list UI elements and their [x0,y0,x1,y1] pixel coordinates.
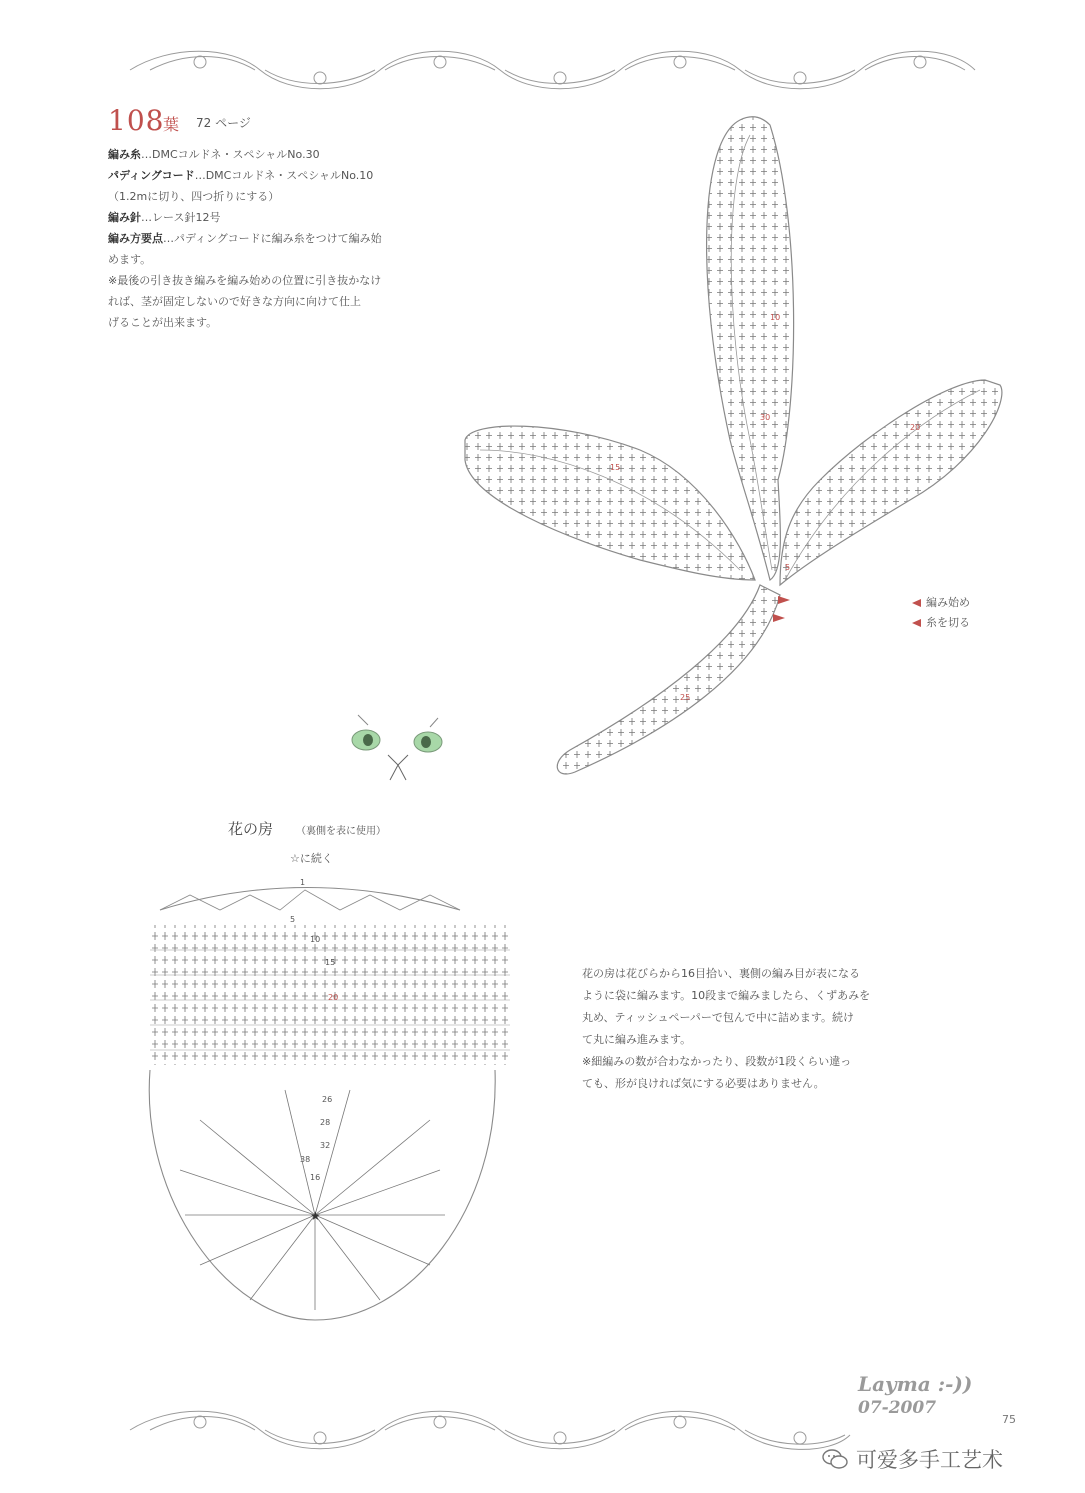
paragraph-line: ように袋に編みます。10段まで編みましたら、くずあみを [582,989,871,1002]
leaf-stitch-diagram [440,100,1040,800]
cluster-row-label: 5 [290,915,296,924]
cluster-row-label: 26 [322,1095,333,1104]
legend-cut: 糸を切る [912,614,970,630]
upper-leaf-outline [707,117,794,580]
leaf-row-label: 15 [610,463,621,472]
watermark-text: 可爱多手工艺术 [856,1448,1003,1472]
leaf-row-label: 5 [785,563,791,572]
cluster-row-label: 20 [328,993,339,1002]
legend-start: 編み始め [912,594,970,610]
leaf-row-label: 10 [770,313,781,322]
flower-cluster-diagram [140,870,520,1350]
pattern-number: 108 [108,104,165,137]
material-line: ※最後の引き抜き編みを編み始めの位置に引き抜かなけ [108,274,382,287]
page-reference: 72 ページ [196,116,251,130]
signature-date: 07-2007 [858,1398,937,1418]
material-line: れば、茎が固定しないので好きな方向に向けて仕上 [108,295,361,308]
cat-face-doodle [338,700,458,790]
material-line: げることが出来ます。 [108,316,218,329]
signature-name: Layma :-)) [858,1372,973,1396]
material-line: パディングコード…DMCコルドネ・スペシャルNo.10 [108,169,374,182]
paragraph-line: ても、形が良ければ気にする必要はありません。 [582,1077,825,1090]
material-line: 編み糸…DMCコルドネ・スペシャルNo.30 [108,148,320,161]
cluster-row-label: 1 [300,878,306,887]
cluster-row-label: 10 [310,935,321,944]
leaf-row-label: 30 [760,413,771,422]
flower-cluster-subtitle: （裏側を表に使用） [296,826,386,837]
flower-cluster-title: 花の房 [228,820,274,838]
cluster-row-label: 32 [320,1141,331,1150]
cluster-row-label: 38 [300,1155,311,1164]
page-number: 75 [1002,1413,1016,1426]
continue-note: ☆に続く [290,852,333,865]
pattern-title: 葉 [163,115,180,134]
top-ornament-border [0,40,1085,100]
material-line: 編み針…レース針12号 [108,211,221,224]
material-line: 編み方要点…パディングコードに編み糸をつけて編み始 [108,232,382,245]
paragraph-line: ※細編みの数が合わなかったり、段数が1段くらい違っ [582,1055,852,1068]
material-line: めます。 [108,253,152,266]
material-line: （1.2mに切り、四つ折りにする） [108,190,280,203]
stem-outline [557,585,780,774]
leaf-row-label: 20 [910,423,921,432]
left-leaf-outline [465,426,755,580]
leaf-row-label: 25 [680,693,691,702]
wechat-icon [822,1448,848,1470]
paragraph-line: 花の房は花びらから16目拾い、裏側の編み目が表になる [582,967,860,980]
cluster-row-label: 16 [310,1173,321,1182]
cluster-row-label: 15 [325,958,336,967]
svg-text:★: ★ [310,1209,321,1223]
right-leaf-outline [780,380,1002,585]
cluster-row-label: 28 [320,1118,331,1127]
paragraph-line: 丸め、ティッシュペーパーで包んで中に詰めます。続け [582,1011,855,1024]
paragraph-line: て丸に編み進みます。 [582,1033,692,1046]
